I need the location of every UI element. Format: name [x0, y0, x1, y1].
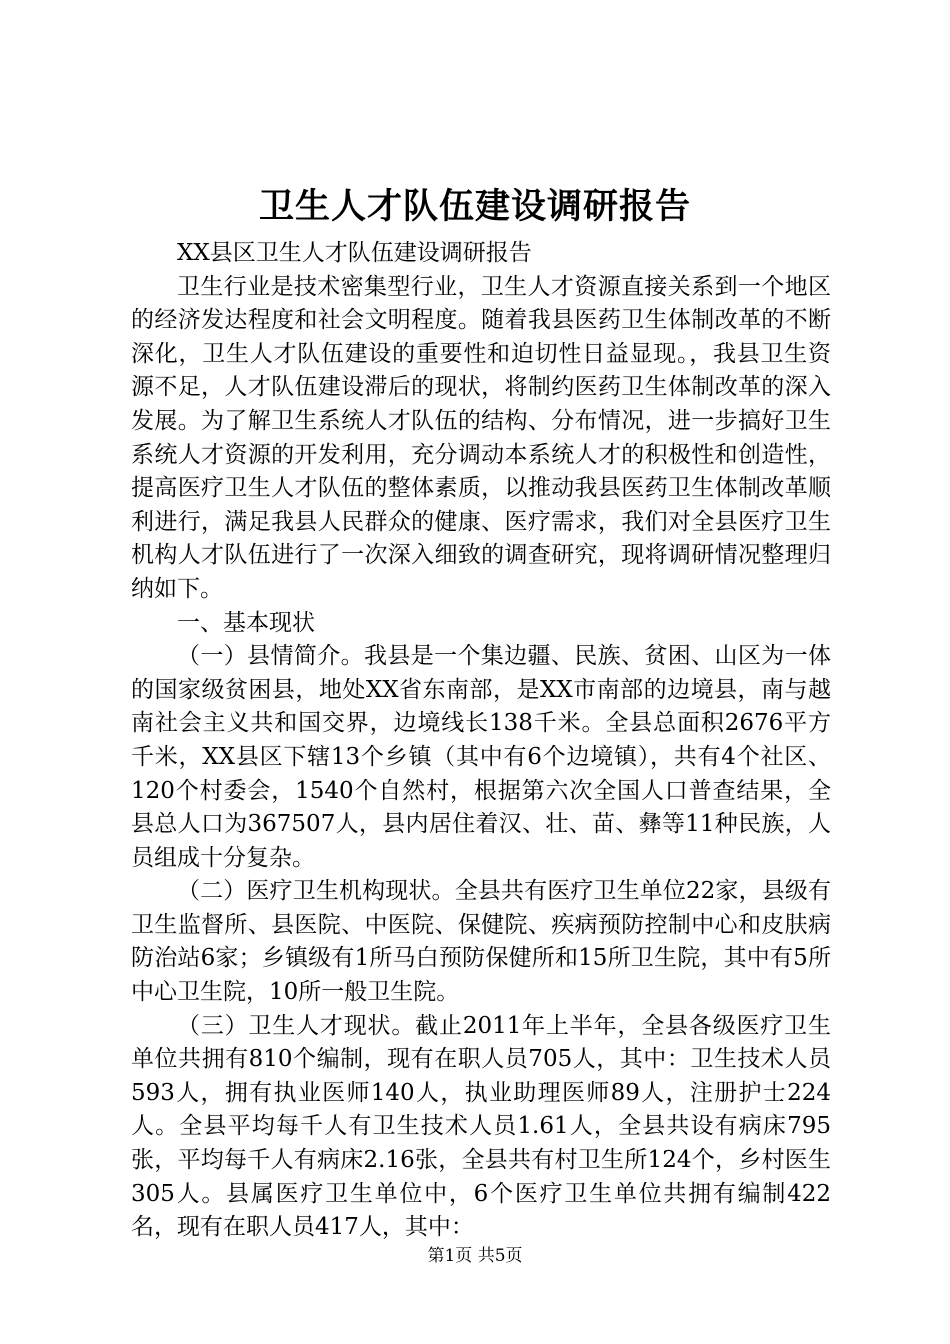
document-subtitle-paragraph: XX县区卫生人才队伍建设调研报告 — [177, 240, 532, 266]
intro-paragraph: 卫生行业是技术密集型行业，卫生人才资源直接关系到一个地区的经济发达程度和社会文明程度。随着我县医药卫生体制改革的不断深化，卫生人才队伍建设的重要性和迫切性日益显现。，我县卫生资源不足，人才队伍建设滞后的现状，将制约医药卫生体制改革的深入发展。为了解卫生系统人才队伍的结构、分布情况，进一步搞好卫生系统人才资源的开发利用，充分调动本系统人才的积极性和创造性，提高医疗卫生人才队伍的整体素质，以推动我县医药卫生体制改革顺利进行，满足我县人民群众的健康、医疗需求，我们对全县医疗卫生机构人才队伍进行了一次深入细致的调查研究，现将调研情况整理归纳如下。 — [131, 273, 831, 602]
health-talent-paragraph: （三）卫生人才现状。截止2011年上半年，全县各级医疗卫生单位共拥有810个编制，现有在职人员705人，其中：卫生技术人员593人，拥有执业医师140人，执业助理医师89人，注册护士224人。全县平均每千人有卫生技术人员1.61人，全县共设有病床795张，平均每千人有病床2.16张，全县共有村卫生所124个，乡村医生305人。县属医疗卫生单位中，6个医疗卫生单位共拥有编制422名，现有在职人员417人，其中： — [131, 1012, 831, 1241]
county-overview-paragraph: （一）县情简介。我县是一个集边疆、民族、贫困、山区为一体的国家级贫困县，地处XX省东南部，是XX市南部的边境县，南与越南社会主义共和国交界，边境线长138千米。全县总面积2676平方千米，XX县区下辖13个乡镇（其中有6个边境镇），共有4个社区、120个村委会，1540个自然村，根据第六次全国人口普查结果，全县总人口为367507人，县内居住着汉、壮、苗、彝等11种民族，人员组成十分复杂。 — [131, 643, 831, 871]
document-body — [131, 237, 831, 1245]
section-heading: 一、基本现状 — [177, 609, 315, 636]
medical-institutions-paragraph: （二）医疗卫生机构现状。全县共有医疗卫生单位22家，县级有卫生监督所、县医院、中医院、保健院、疾病预防控制中心和皮肤病防治站6家；乡镇级有1所马白预防保健所和15所卫生院，其中有5所中心卫生院，10所一般卫生院。 — [131, 878, 831, 1006]
page-number: 第1页 共5页 — [427, 1246, 523, 1266]
document-title: 卫生人才队伍建设调研报告 — [258, 186, 691, 227]
